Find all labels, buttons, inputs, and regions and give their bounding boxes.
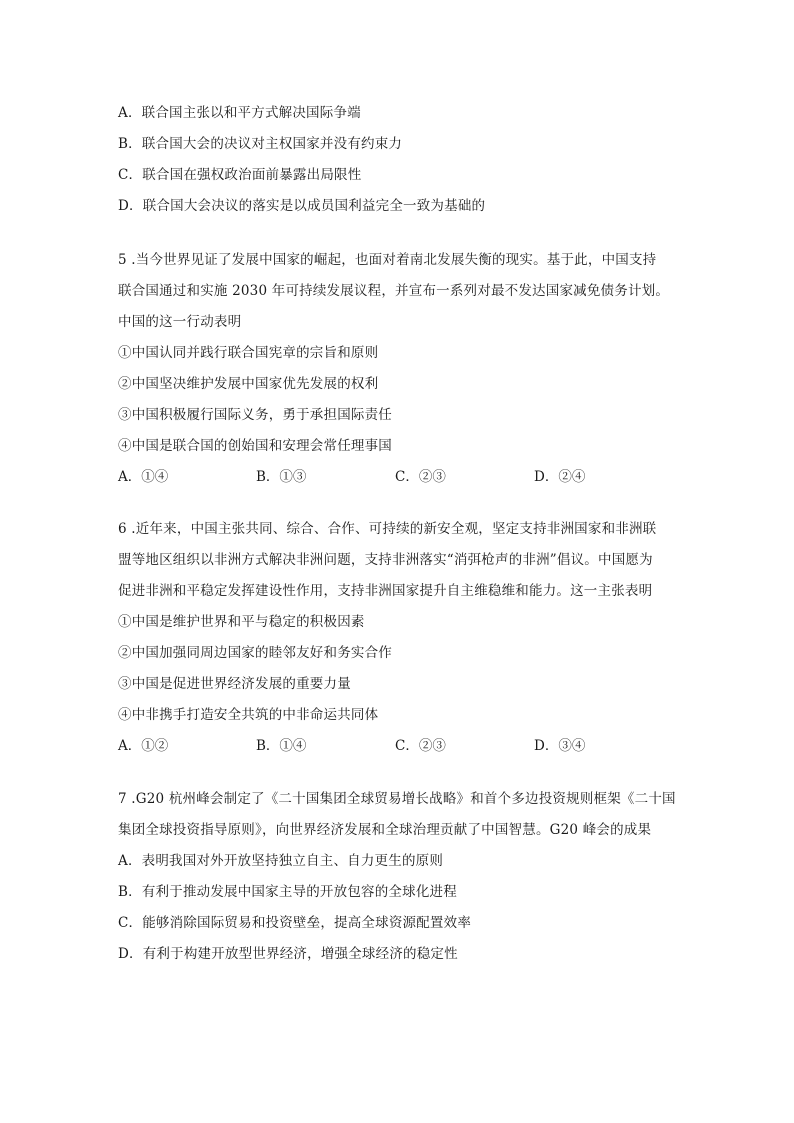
q6-statement-4: ④中非携手打造安全共筑的中非命运共同体 — [118, 707, 379, 723]
q6-stem-line-2: 盟等地区组织以非洲方式解决非洲问题，支持非洲落实“消弭枪声的非洲”倡议。中国愿为 — [118, 552, 653, 568]
q6-statement-3: ③中国是促进世界经济发展的重要力量 — [118, 676, 351, 692]
q6-stem-line-3: 促进非洲和平稳定发挥建设性作用，支持非洲国家提升自主维稳维和能力。这一主张表明 — [118, 583, 653, 599]
q7-option-a: A．表明我国对外开放坚持独立自主、自力更生的原则 — [118, 853, 444, 869]
q5-stem-line-1: 5 .当今世界见证了发展中国家的崛起，也面对着南北发展失衡的现实。基于此，中国支持 — [118, 252, 657, 268]
q7-stem-line-1: 7 .G20 杭州峰会制定了《二十国集团全球贸易增长战略》和首个多边投资规则框架《二十国 — [118, 791, 676, 807]
q5-statement-3: ③中国积极履行国际义务，勇于承担国际责任 — [118, 407, 392, 423]
q6-statement-2: ②中国加强同周边国家的睦邻友好和务实合作 — [118, 645, 392, 661]
q5-choices — [118, 468, 678, 486]
q6-choices — [118, 737, 678, 755]
q5-choice-d: D．②④ — [534, 469, 586, 485]
q7-option-d: D．有利于构建开放型世界经济，增强全球经济的稳定性 — [118, 946, 458, 962]
q5-stem-line-2: 联合国通过和实施 2030 年可持续发展议程，并宣布一系列对最不发达国家减免债务计划。 — [118, 283, 670, 299]
q4-option-c: C．联合国在强权政治面前暴露出局限性 — [118, 167, 362, 183]
q5-choice-b: B．①③ — [256, 469, 307, 485]
q6-choice-c: C．②③ — [395, 738, 446, 754]
q5-choice-a: A．①④ — [118, 469, 169, 485]
q4-option-d: D．联合国大会决议的落实是以成员国利益完全一致为基础的 — [118, 198, 486, 214]
q4-option-b: B．联合国大会的决议对主权国家并没有约束力 — [118, 136, 403, 152]
q5-choice-c: C．②③ — [395, 469, 446, 485]
q7-option-b: B．有利于推动发展中国家主导的开放包容的全球化进程 — [118, 884, 457, 900]
q7-option-c: C．能够消除国际贸易和投资壁垒，提高全球资源配置效率 — [118, 915, 472, 931]
q6-stem-line-1: 6 .近年来，中国主张共同、综合、合作、可持续的新安全观，坚定支持非洲国家和非洲联 — [118, 521, 657, 537]
q6-choice-d: D．③④ — [534, 738, 586, 754]
q5-stem-line-3: 中国的这一行动表明 — [118, 314, 242, 330]
q5-statement-2: ②中国坚决维护发展中国家优先发展的权利 — [118, 376, 379, 392]
q4-option-a: A．联合国主张以和平方式解决国际争端 — [118, 105, 361, 121]
q6-choice-b: B．①④ — [256, 738, 307, 754]
q6-statement-1: ①中国是维护世界和平与稳定的积极因素 — [118, 614, 365, 630]
q5-statement-1: ①中国认同并践行联合国宪章的宗旨和原则 — [118, 345, 379, 361]
q6-choice-a: A．①② — [118, 738, 169, 754]
q5-statement-4: ④中国是联合国的创始国和安理会常任理事国 — [118, 438, 392, 454]
q7-stem-line-2: 集团全球投资指导原则》，向世界经济发展和全球治理贡献了中国智慧。G20 峰会的成果 — [118, 822, 652, 838]
